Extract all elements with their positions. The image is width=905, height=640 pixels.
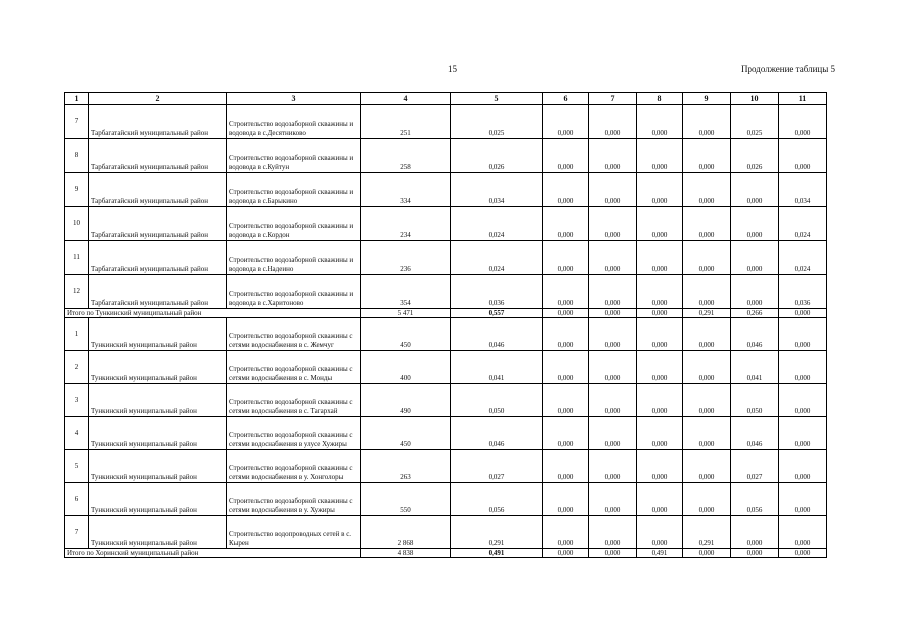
column-header: 11 [779, 93, 827, 105]
value-cell: 0,041 [451, 351, 543, 384]
table-row [65, 207, 827, 241]
total-value-cell: 0,000 [683, 549, 731, 558]
value-cell: 450 [361, 318, 451, 351]
total-value-cell: 0,000 [543, 309, 589, 318]
value-cell: 0,000 [637, 384, 683, 417]
value-cell: 0,000 [637, 417, 683, 450]
value-cell: 0,024 [451, 207, 543, 241]
work-description-cell: Строительство водозаборной скважины и водовода в с.Харитоново [227, 275, 361, 309]
table-row [65, 417, 827, 450]
district-cell: Тарбагатайский муниципальный район [89, 139, 227, 173]
value-cell: 0,036 [451, 275, 543, 309]
value-cell: 0,000 [779, 483, 827, 516]
value-cell: 0,050 [731, 384, 779, 417]
column-header: 3 [227, 93, 361, 105]
value-cell: 0,034 [779, 173, 827, 207]
district-cell: Тункинский муниципальный район [89, 318, 227, 351]
value-cell: 0,000 [779, 139, 827, 173]
value-cell: 0,024 [451, 241, 543, 275]
work-description-cell: Строительство водозаборной скважины с сетями водоснабжения в с. Тагархай [227, 384, 361, 417]
district-cell: Тарбагатайский муниципальный район [89, 173, 227, 207]
value-cell: 0,000 [779, 450, 827, 483]
value-cell: 0,025 [731, 105, 779, 139]
value-cell: 0,000 [731, 516, 779, 549]
value-cell: 0,000 [543, 384, 589, 417]
total-value-cell: 0,000 [589, 309, 637, 318]
value-cell: 0,000 [589, 139, 637, 173]
row-number: 1 [65, 318, 89, 351]
column-number-row [65, 93, 827, 105]
value-cell: 0,000 [543, 417, 589, 450]
value-cell: 0,000 [589, 105, 637, 139]
row-number: 11 [65, 241, 89, 275]
total-value-cell: 0,000 [731, 549, 779, 558]
district-cell: Тункинский муниципальный район [89, 516, 227, 549]
row-number: 8 [65, 139, 89, 173]
value-cell: 2 868 [361, 516, 451, 549]
value-cell: 0,024 [779, 241, 827, 275]
value-cell: 0,000 [637, 516, 683, 549]
value-cell: 0,000 [543, 207, 589, 241]
table-row [65, 384, 827, 417]
value-cell: 0,000 [589, 173, 637, 207]
column-header: 4 [361, 93, 451, 105]
value-cell: 0,000 [637, 139, 683, 173]
value-cell: 0,034 [451, 173, 543, 207]
column-header: 2 [89, 93, 227, 105]
table-row [65, 318, 827, 351]
value-cell: 0,026 [731, 139, 779, 173]
value-cell: 0,000 [683, 351, 731, 384]
work-description-cell: Строительство водозаборной скважины и водовода в с.Десятниково [227, 105, 361, 139]
work-description-cell: Строительство водозаборной скважины и водовода в с.Барыкино [227, 173, 361, 207]
value-cell: 0,000 [683, 483, 731, 516]
total-value-cell: 5 471 [361, 309, 451, 318]
value-cell: 0,000 [779, 318, 827, 351]
value-cell: 0,000 [543, 450, 589, 483]
total-value-cell: 0,266 [731, 309, 779, 318]
value-cell: 0,000 [637, 241, 683, 275]
table-row [65, 450, 827, 483]
value-cell: 0,000 [543, 318, 589, 351]
district-cell: Тарбагатайский муниципальный район [89, 241, 227, 275]
district-cell: Тункинский муниципальный район [89, 450, 227, 483]
work-description-cell: Строительство водозаборной скважины и водовода в с.Куйтун [227, 139, 361, 173]
value-cell: 334 [361, 173, 451, 207]
row-number: 6 [65, 483, 89, 516]
value-cell: 0,000 [731, 207, 779, 241]
row-number: 4 [65, 417, 89, 450]
value-cell: 0,046 [731, 318, 779, 351]
table-row [65, 105, 827, 139]
district-cell: Тункинский муниципальный район [89, 351, 227, 384]
value-cell: 0,000 [779, 351, 827, 384]
total-row [65, 549, 827, 558]
value-cell: 0,000 [589, 351, 637, 384]
total-row [65, 309, 827, 318]
value-cell: 0,000 [543, 275, 589, 309]
total-value-cell: 0,000 [637, 309, 683, 318]
row-number: 9 [65, 173, 89, 207]
value-cell: 0,046 [731, 417, 779, 450]
table-row [65, 351, 827, 384]
district-cell: Тарбагатайский муниципальный район [89, 105, 227, 139]
row-number: 7 [65, 516, 89, 549]
column-header: 1 [65, 93, 89, 105]
total-value-cell: 0,291 [683, 309, 731, 318]
value-cell: 251 [361, 105, 451, 139]
column-header: 10 [731, 93, 779, 105]
table-row [65, 173, 827, 207]
total-label: Итого по Тункинский муниципальный район [65, 309, 361, 318]
value-cell: 263 [361, 450, 451, 483]
value-cell: 0,000 [543, 173, 589, 207]
data-table [64, 92, 827, 558]
value-cell: 0,041 [731, 351, 779, 384]
value-cell: 0,027 [731, 450, 779, 483]
total-label: Итого по Хоринский муниципальный район [65, 549, 361, 558]
value-cell: 0,000 [637, 105, 683, 139]
value-cell: 0,000 [589, 483, 637, 516]
district-cell: Тункинский муниципальный район [89, 384, 227, 417]
table-continuation-label: Продолжение таблицы 5 [741, 64, 835, 74]
column-header: 7 [589, 93, 637, 105]
work-description-cell: Строительство водозаборной скважины с сетями водоснабжения в у. Хонголоры [227, 450, 361, 483]
value-cell: 0,046 [451, 318, 543, 351]
row-number: 2 [65, 351, 89, 384]
table-row [65, 241, 827, 275]
total-value-cell: 0,491 [637, 549, 683, 558]
work-description-cell: Строительство водопроводных сетей в с. Кырен [227, 516, 361, 549]
district-cell: Тарбагатайский муниципальный район [89, 275, 227, 309]
total-value-cell: 0,491 [451, 549, 543, 558]
value-cell: 0,000 [683, 275, 731, 309]
value-cell: 0,056 [451, 483, 543, 516]
value-cell: 0,000 [543, 105, 589, 139]
work-description-cell: Строительство водозаборной скважины с сетями водоснабжения в с. Жемчуг [227, 318, 361, 351]
value-cell: 0,000 [637, 450, 683, 483]
value-cell: 0,000 [589, 384, 637, 417]
work-description-cell: Строительство водозаборной скважины и водовода в с.Надеино [227, 241, 361, 275]
value-cell: 0,000 [637, 318, 683, 351]
value-cell: 0,000 [637, 351, 683, 384]
value-cell: 0,000 [731, 241, 779, 275]
value-cell: 490 [361, 384, 451, 417]
value-cell: 0,000 [683, 173, 731, 207]
district-cell: Тункинский муниципальный район [89, 417, 227, 450]
value-cell: 0,000 [683, 318, 731, 351]
value-cell: 0,056 [731, 483, 779, 516]
value-cell: 0,000 [683, 384, 731, 417]
row-number: 10 [65, 207, 89, 241]
work-description-cell: Строительство водозаборной скважины с сетями водоснабжения в у. Хужиры [227, 483, 361, 516]
value-cell: 0,000 [683, 139, 731, 173]
column-header: 9 [683, 93, 731, 105]
value-cell: 0,000 [637, 173, 683, 207]
value-cell: 0,000 [543, 516, 589, 549]
column-header: 6 [543, 93, 589, 105]
value-cell: 550 [361, 483, 451, 516]
value-cell: 0,000 [683, 417, 731, 450]
value-cell: 0,000 [589, 207, 637, 241]
value-cell: 0,000 [779, 417, 827, 450]
value-cell: 0,000 [589, 417, 637, 450]
value-cell: 400 [361, 351, 451, 384]
value-cell: 0,000 [683, 241, 731, 275]
value-cell: 0,046 [451, 417, 543, 450]
table-row [65, 516, 827, 549]
value-cell: 0,000 [589, 318, 637, 351]
total-value-cell: 0,000 [543, 549, 589, 558]
row-number: 3 [65, 384, 89, 417]
total-value-cell: 0,000 [779, 309, 827, 318]
district-cell: Тункинский муниципальный район [89, 483, 227, 516]
value-cell: 0,000 [731, 173, 779, 207]
value-cell: 0,026 [451, 139, 543, 173]
value-cell: 354 [361, 275, 451, 309]
total-value-cell: 0,557 [451, 309, 543, 318]
row-number: 12 [65, 275, 89, 309]
page-number: 15 [448, 64, 457, 74]
value-cell: 0,050 [451, 384, 543, 417]
value-cell: 0,036 [779, 275, 827, 309]
column-header: 5 [451, 93, 543, 105]
column-header: 8 [637, 93, 683, 105]
value-cell: 258 [361, 139, 451, 173]
value-cell: 0,000 [543, 139, 589, 173]
value-cell: 0,000 [683, 450, 731, 483]
value-cell: 0,000 [543, 241, 589, 275]
table-row [65, 139, 827, 173]
value-cell: 0,000 [683, 207, 731, 241]
row-number: 7 [65, 105, 89, 139]
value-cell: 0,291 [683, 516, 731, 549]
total-value-cell: 4 838 [361, 549, 451, 558]
value-cell: 0,000 [683, 105, 731, 139]
table-row [65, 275, 827, 309]
value-cell: 0,000 [779, 384, 827, 417]
value-cell: 0,000 [637, 483, 683, 516]
value-cell: 0,025 [451, 105, 543, 139]
total-value-cell: 0,000 [589, 549, 637, 558]
value-cell: 0,000 [589, 275, 637, 309]
value-cell: 0,000 [589, 450, 637, 483]
value-cell: 0,291 [451, 516, 543, 549]
value-cell: 450 [361, 417, 451, 450]
value-cell: 234 [361, 207, 451, 241]
value-cell: 0,000 [779, 105, 827, 139]
work-description-cell: Строительство водозаборной скважины с сетями водоснабжения в улусе Хужиры [227, 417, 361, 450]
value-cell: 0,027 [451, 450, 543, 483]
value-cell: 0,000 [637, 275, 683, 309]
value-cell: 0,000 [637, 207, 683, 241]
value-cell: 0,000 [543, 351, 589, 384]
work-description-cell: Строительство водозаборной скважины и водовода в с.Кордон [227, 207, 361, 241]
table-row [65, 483, 827, 516]
value-cell: 0,024 [779, 207, 827, 241]
work-description-cell: Строительство водозаборной скважины с сетями водоснабжения в с. Монды [227, 351, 361, 384]
value-cell: 236 [361, 241, 451, 275]
row-number: 5 [65, 450, 89, 483]
value-cell: 0,000 [779, 516, 827, 549]
value-cell: 0,000 [543, 483, 589, 516]
value-cell: 0,000 [731, 275, 779, 309]
value-cell: 0,000 [589, 241, 637, 275]
total-value-cell: 0,000 [779, 549, 827, 558]
district-cell: Тарбагатайский муниципальный район [89, 207, 227, 241]
value-cell: 0,000 [589, 516, 637, 549]
